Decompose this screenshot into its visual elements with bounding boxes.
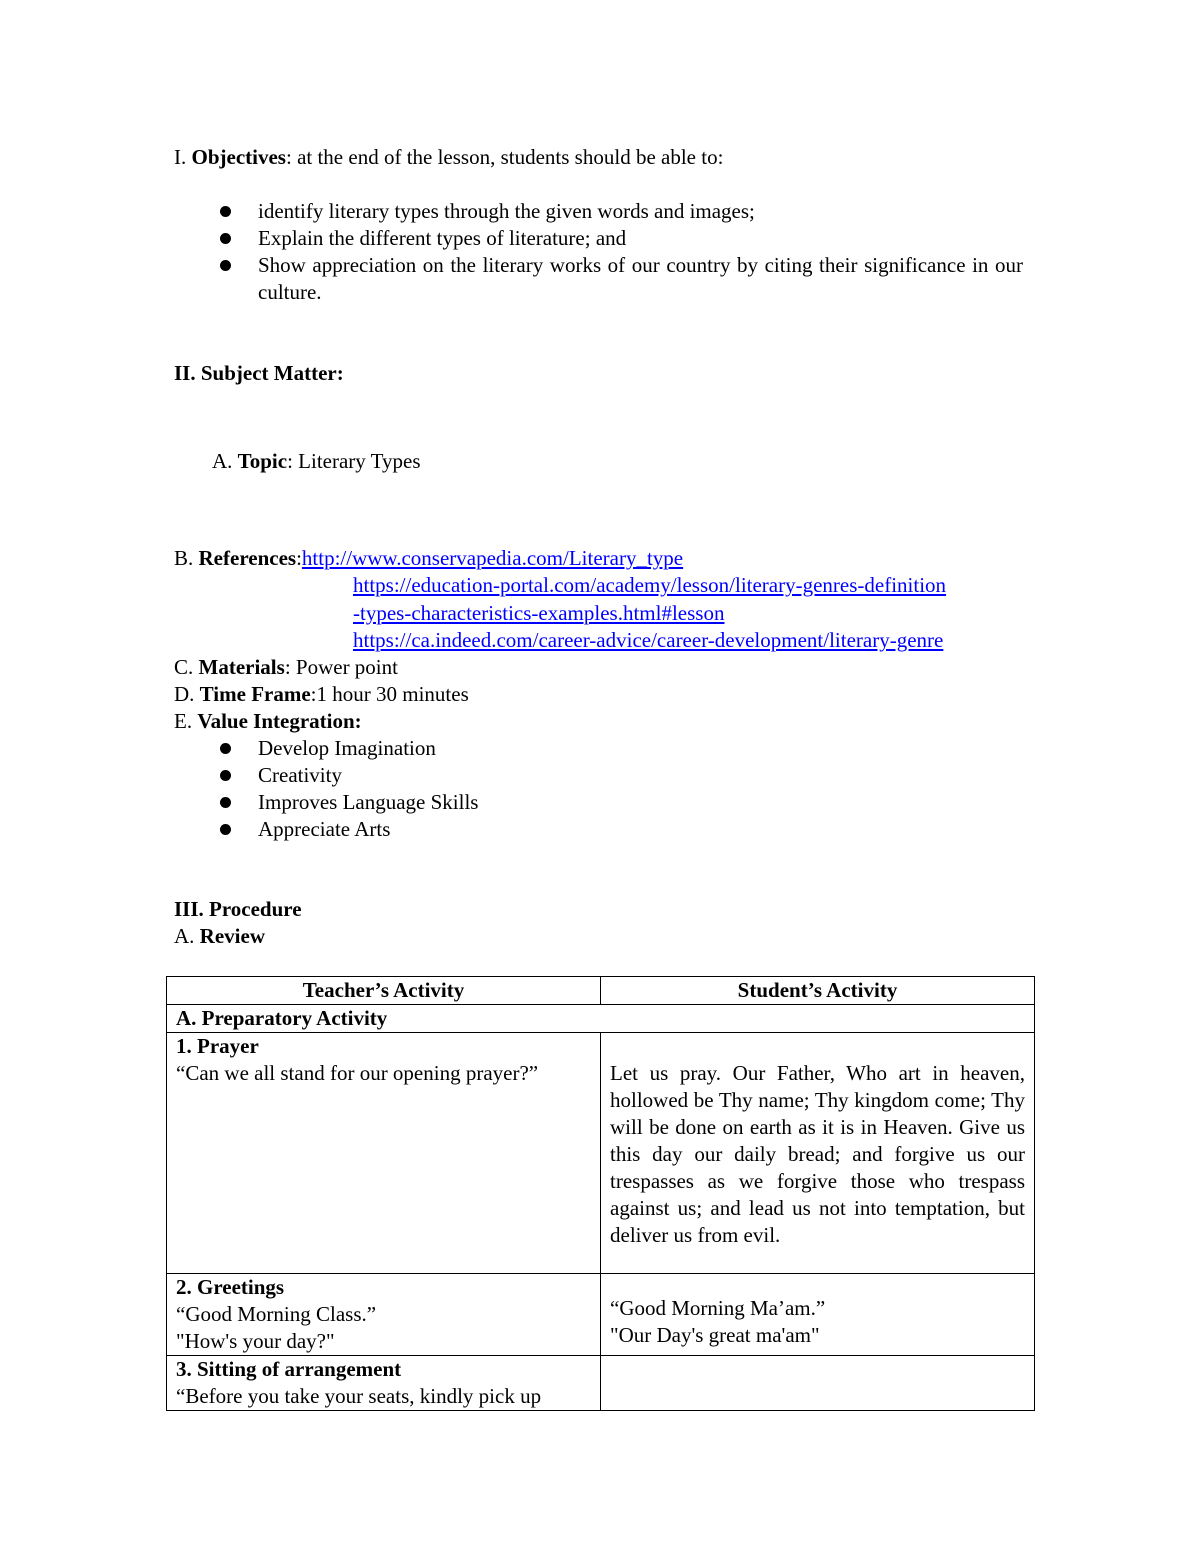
references-prefix: B. [174,546,199,570]
table-row [167,1274,1035,1356]
value-prefix: E. [174,709,198,733]
section-row [167,1005,1035,1033]
reference-link[interactable]: https://ca.indeed.com/career-advice/career-development/literary-genre [353,628,944,652]
activity-table [166,976,1035,1411]
procedure-heading [174,896,302,923]
value-label: Value Integration: [197,709,362,733]
subject-matter-heading [174,360,344,387]
reference-link[interactable]: -types-characteristics-examples.html#lesson [353,600,725,625]
objectives-list [220,198,1023,306]
list-item: Appreciate Arts [220,816,1023,843]
objectives-prefix: I. [174,145,192,169]
value-integration-line [174,708,362,735]
student-cell [601,1356,1035,1411]
objectives-label: Objectives [191,145,286,169]
list-item: Creativity [220,762,1023,789]
materials-value: : Power point [284,655,398,679]
subject-matter-heading-text: II. Subject Matter: [174,361,344,385]
row-title: 3. Sitting of arrangement [176,1357,402,1381]
list-item: Explain the different types of literature; and [220,225,1023,252]
reference-link[interactable]: https://education-portal.com/academy/lesson/literary-genres-definition [353,573,947,597]
materials-line [174,654,398,681]
teacher-cell [167,1356,601,1411]
teacher-text: “Before you take your seats, kindly pick up [176,1384,542,1408]
student-cell [601,1274,1035,1356]
time-label: Time Frame [199,682,311,706]
teacher-text: "How's your day?" [176,1329,335,1353]
time-prefix: D. [174,682,200,706]
procedure-heading-text: III. Procedure [174,897,302,921]
teacher-cell [167,1274,601,1356]
teacher-activity-header: Teacher’s Activity [167,977,601,1005]
table-row [167,1356,1035,1411]
list-item: Show appreciation on the literary works of our country by citing their significance in our culture. [220,252,1023,306]
topic-value: : Literary Types [287,449,421,473]
table-row [167,1033,1035,1274]
materials-prefix: C. [174,655,199,679]
values-list [220,735,1023,843]
time-frame-line [174,681,469,708]
section-title: A. Preparatory Activity [176,1006,388,1030]
references-list [353,572,946,655]
review-heading: A. Review [174,924,265,948]
references-sep: : [296,546,302,570]
topic-line [212,448,421,475]
student-text: “Good Morning Ma’am.” [610,1296,826,1320]
row-title: 1. Prayer [176,1034,259,1058]
references-line [174,545,683,572]
reference-link[interactable]: http://www.conservapedia.com/Literary_type [301,546,684,570]
teacher-cell [167,1033,601,1274]
student-text: "Our Day's great ma'am" [610,1323,820,1347]
student-cell [601,1033,1035,1274]
list-item: Develop Imagination [220,735,1023,762]
objectives-text: : at the end of the lesson, students should be able to: [285,145,724,169]
row-title: 2. Greetings [176,1275,285,1299]
references-label: References [198,546,297,570]
student-text: Let us pray. Our Father, Who art in heaven, hollowed be Thy name; Thy kingdom come; Thy will be done on earth as it is in Heaven. Give us this day our daily bread; and forgive us our trespasses as we forgive those who trespass against us; and lead us not into temptation, but deliver us from evil. [610,1061,1025,1247]
topic-prefix: A. [212,449,238,473]
table-header-row [167,977,1035,1005]
objectives-line [174,144,723,171]
teacher-text: “Can we all stand for our opening prayer?” [176,1061,539,1085]
list-item: Improves Language Skills [220,789,1023,816]
topic-label: Topic [237,449,288,473]
teacher-text: “Good Morning Class.” [176,1302,377,1326]
student-activity-header: Student’s Activity [601,977,1035,1005]
materials-label: Materials [198,655,285,679]
list-item: identify literary types through the given words and images; [220,198,1023,225]
time-value: :1 hour 30 minutes [310,682,469,706]
